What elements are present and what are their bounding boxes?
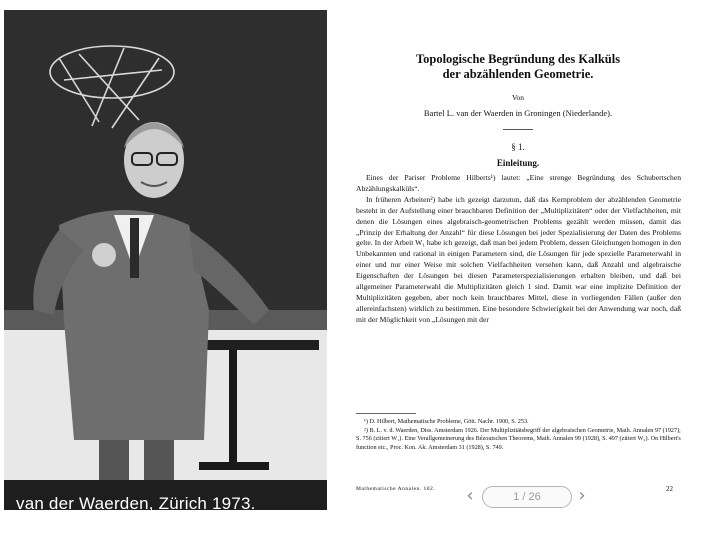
paragraph: In früheren Arbeiten²) habe ich gezeigt darzutun, daß das Kernproblem der abzählenden Geometrie besteht in der Aufstellung einer brauchbaren Definition der „Multiplizitäten“ oder der Vielfachheiten, mit denen die Lösungen eines algebraisch-geometrischen Problems gezählt werden müssen, damit das „Prinzip der Erhaltung der Anzahl“ für diese Lösungen bei jeder Spezialisierung der Daten des Problems gelte. In der Arbeit W₁ habe ich gezeigt, daß man bei jedem Problem, dessen Gleichungen homogen in den Unbekannten und rational in einigen Parametern sind, die Lösungen für jede spezielle Parameterwahl in einer und nur einer Weise mit solchen Vielfachheiten versehen kann, daß Anzahl und algebraische Eigenschaften der Lösungen bei diesen Parameterspezialisierungen erhalten bleiben, und daß bei allgemeiner Parameterwahl die Multiplizitäten gleich 1 sind. Damit war eine implizite Definition der Multiplizitäten gegeben, aber noch kein brauchbares Mittel, diese in vorliegenden Fällen (außer den allereinfachsten) wirklich zu bestimmen. Eine besondere Schwierigkeit bei der Anwendung war noch, daß mit der Möglichkeit von „Lösungen mit der: [356, 194, 681, 324]
lecture-photo-illustration: [4, 10, 327, 510]
paragraph: Eines der Pariser Probleme Hilberts¹) lautet: „Eine strenge Begründung des Schubertschen Abzählungskalküls“.: [356, 173, 681, 193]
footnote-divider: [356, 413, 416, 414]
footnote: ¹) D. Hilbert, Mathematische Probleme, Gött. Nachr. 1900, S. 253.: [364, 418, 529, 425]
footnote: ²) B. L. v. d. Waerden, Diss. Amsterdam 1926. Der Multiplizitätsbegriff der algebraischen Geometrie, Math. Annalen 97 (1927), S. 756 (zitiert W₁). Eine Verallgemeinerung des Bézoutschen Theorems, Math. Annalen 99 (1928), S. 497 (zitiert W₂). On Hilbert's function etc., Proc. Kon. Ak. Amsterdam 31 (1928), S. 749.: [356, 426, 681, 451]
footnotes: [356, 418, 681, 452]
paper-title: [348, 52, 688, 82]
chevron-left-icon[interactable]: ‹: [466, 485, 474, 506]
paper-page: [348, 30, 708, 500]
section-number: § 1.: [511, 142, 525, 152]
page-indicator[interactable]: 1 / 26: [482, 486, 572, 508]
paper-title-line-1: Topologische Begründung des Kalküls: [415, 52, 621, 66]
paper-author: Bartel L. van der Waerden in Groningen (Niederlande).: [423, 108, 613, 118]
photo-caption: van der Waerden, Zürich 1973.: [16, 494, 256, 510]
section-heading: Einleitung.: [496, 158, 540, 168]
chevron-right-icon[interactable]: ›: [578, 485, 586, 506]
photo: [4, 10, 327, 510]
pager: [462, 485, 592, 509]
paper-title-line-2: der abzählenden Geometrie.: [442, 67, 594, 81]
paper-body: [356, 173, 681, 326]
page-number: 22: [666, 485, 673, 493]
journal-footer: Mathematische Annalen. 102.: [356, 486, 436, 492]
title-divider: [503, 129, 533, 130]
von-label: Von: [512, 93, 524, 102]
